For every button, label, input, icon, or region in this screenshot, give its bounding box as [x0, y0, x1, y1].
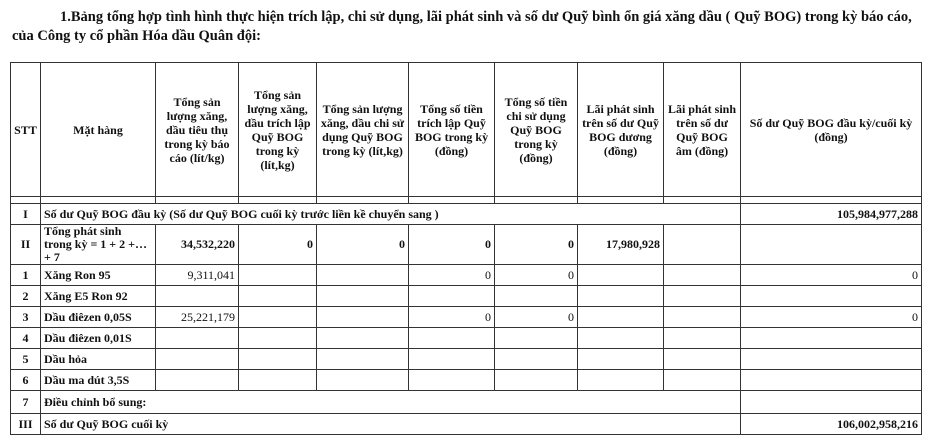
row-label: Dầu ma dút 3,5S — [41, 370, 156, 391]
row-stt: 4 — [11, 328, 41, 349]
report-heading — [12, 8, 922, 46]
cell-used-amount: 0 — [495, 265, 578, 286]
cell-interest-negative — [664, 265, 741, 286]
table-row-diesel-005 — [11, 307, 922, 328]
row-label: Số dư Quỹ BOG cuối kỳ — [41, 414, 741, 435]
table-row-ron95 — [11, 265, 922, 286]
cell-allocated-amount: 0 — [409, 307, 495, 328]
cell-used-volume — [317, 265, 409, 286]
row-stt: 1 — [11, 265, 41, 286]
table-row-diesel-001 — [11, 328, 922, 349]
row-stt: II — [11, 225, 41, 265]
cell-allocated-volume — [239, 307, 317, 328]
row-label: Tổng phát sinh trong kỳ = 1 + 2 +…+ 7 — [41, 225, 156, 265]
cell-used-volume — [317, 307, 409, 328]
table-row-closing — [11, 414, 922, 435]
bog-fund-table — [10, 62, 922, 435]
row-stt: 2 — [11, 286, 41, 307]
header-interest-negative: Lãi phát sinh trên số dư Quỹ BOG âm (đồng) — [664, 63, 741, 197]
header-allocated-amount: Tổng số tiền trích lập Quỹ BOG trong kỳ (đồng) — [409, 63, 495, 197]
row-label: Số dư Quỹ BOG đầu kỳ (Số dư Quỹ BOG cuối kỳ trước liền kề chuyển sang ) — [41, 204, 741, 225]
row-stt: 6 — [11, 370, 41, 391]
cell-interest-positive: 17,980,928 — [578, 225, 664, 265]
table-row-kerosene — [11, 349, 922, 370]
heading-line-2: của Công ty cổ phần Hóa dầu Quân đội: — [12, 28, 261, 44]
cell-allocated-amount: 0 — [409, 225, 495, 265]
cell-interest-negative — [664, 225, 741, 265]
cell-allocated-amount: 0 — [409, 265, 495, 286]
cell-interest-positive — [578, 265, 664, 286]
header-consumed-volume: Tổng sản lượng xăng, dầu tiêu thụ trong kỳ báo cáo (lít/kg) — [156, 63, 239, 197]
cell-interest-negative — [664, 307, 741, 328]
table-row-fuel-oil — [11, 370, 922, 391]
row-label: Dầu hỏa — [41, 349, 156, 370]
row-label: Xăng Ron 95 — [41, 265, 156, 286]
cell-allocated-volume — [239, 265, 317, 286]
row-label: Dầu điêzen 0,01S — [41, 328, 156, 349]
header-allocated-volume: Tổng sản lượng xăng, dầu trích lập Quỹ BOG trong kỳ (lít,kg) — [239, 63, 317, 197]
cell-used-amount: 0 — [495, 307, 578, 328]
table-row-adjustment — [11, 391, 922, 414]
header-used-amount: Tổng số tiền chi sử dụng Quỹ BOG trong kỳ (đồng) — [495, 63, 578, 197]
header-interest-positive: Lãi phát sinh trên số dư Quỹ BOG dương (đồng) — [578, 63, 664, 197]
cell-balance — [741, 225, 922, 265]
header-item: Mặt hàng — [41, 63, 156, 197]
row-label: Dầu điêzen 0,05S — [41, 307, 156, 328]
header-balance: Số dư Quỹ BOG đầu kỳ/cuối kỳ (đồng) — [741, 63, 922, 197]
row-label: Điều chỉnh bổ sung: — [41, 391, 741, 414]
table-row-total — [11, 225, 922, 265]
cell-interest-positive — [578, 307, 664, 328]
row-stt: 7 — [11, 391, 41, 414]
cell-consumed: 34,532,220 — [156, 225, 239, 265]
row-label: Xăng E5 Ron 92 — [41, 286, 156, 307]
cell-used-volume: 0 — [317, 225, 409, 265]
cell-balance: 0 — [741, 265, 922, 286]
table-row-e5 — [11, 286, 922, 307]
header-stt: STT — [11, 63, 41, 197]
cell-balance: 106,002,958,216 — [741, 414, 922, 435]
row-stt: 5 — [11, 349, 41, 370]
table-header-row — [11, 63, 922, 197]
heading-line-1: 1.Bảng tổng hợp tình hình thực hiện trích lập, chi sử dụng, lãi phát sinh và số dư Quỹ bình ổn giá xăng dầu ( Quỹ BOG) trong kỳ báo cáo, — [60, 9, 912, 25]
cell-balance — [741, 391, 922, 414]
cell-used-amount: 0 — [495, 225, 578, 265]
header-used-volume: Tổng sản lượng xăng, dầu chi sử dụng Quỹ BOG trong kỳ (lít,kg) — [317, 63, 409, 197]
row-stt: 3 — [11, 307, 41, 328]
table-row-opening — [11, 204, 922, 225]
cell-balance: 105,984,977,288 — [741, 204, 922, 225]
spacer-row — [11, 197, 922, 204]
cell-consumed: 9,311,041 — [156, 265, 239, 286]
row-stt: I — [11, 204, 41, 225]
row-stt: III — [11, 414, 41, 435]
cell-consumed: 25,221,179 — [156, 307, 239, 328]
cell-allocated-volume: 0 — [239, 225, 317, 265]
cell-balance: 0 — [741, 307, 922, 328]
